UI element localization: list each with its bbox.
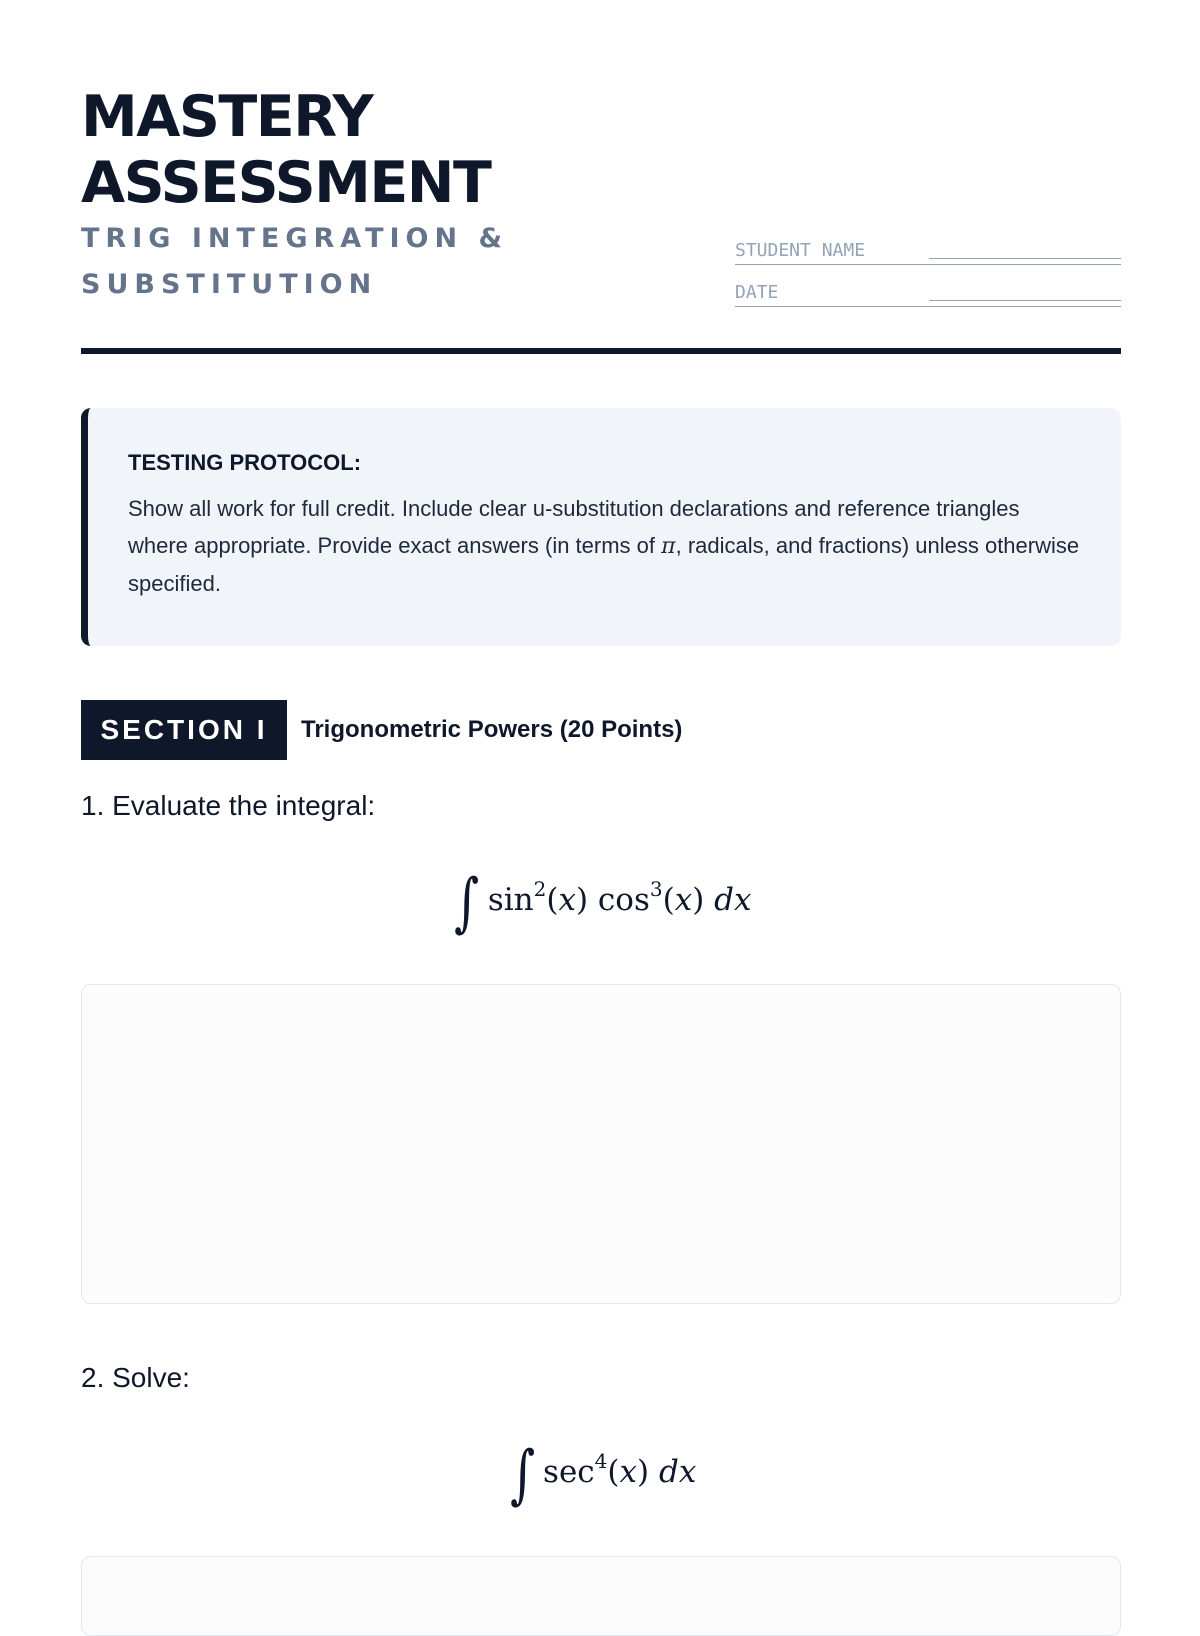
page-title [81,84,490,216]
function-sec: sec [543,1454,595,1490]
protocol-text-end: , radicals, and fractions) unless otherwise specified. [128,533,1080,596]
student-name-label: STUDENT NAME [735,240,866,261]
paren-open: ( [607,1454,620,1490]
section-title: Trigonometric Powers (20 Points) [301,716,683,743]
question-1-work-area[interactable] [81,984,1121,1304]
page-subtitle [81,216,508,308]
question-1-prompt: 1. Evaluate the integral: [81,790,376,821]
question-2-integral [81,1438,1121,1512]
subtitle-line-2: SUBSTITUTION [81,269,378,300]
student-name-blank[interactable] [929,258,1121,259]
title-line-2: ASSESSMENT [81,150,491,216]
variable-x: x [619,1454,637,1490]
protocol-text-start: Show all work for full credit. Include clear u-substitution declarations and reference triangles where appropriate. Provide exact answers (in terms of [128,496,1020,558]
variable-x: x [674,882,693,918]
differential-d: d [714,882,735,918]
paren-close: ) [575,882,589,918]
integral-sign: ∫ [509,1438,535,1512]
question-2-work-area[interactable] [81,1556,1121,1636]
exponent: 4 [594,1449,608,1473]
pi-symbol: π [661,534,676,559]
variable-x: x [678,1454,697,1490]
header-divider [81,348,1121,354]
exponent: 2 [533,877,547,901]
integral-sign: ∫ [454,866,480,940]
section-badge: SECTION I [81,700,287,760]
variable-x: x [734,882,752,918]
variable-x: x [558,882,576,918]
protocol-body [128,490,1081,602]
function-sin: sin [487,882,534,918]
question-2-prompt: 2. Solve: [81,1362,190,1393]
paren-close: ) [692,882,705,918]
date-field[interactable] [735,276,1121,307]
protocol-title: TESTING PROTOCOL: [128,450,362,475]
date-label: DATE [735,282,779,303]
student-name-field[interactable] [735,234,1121,265]
question-1-integral [81,866,1121,940]
differential-d: d [658,1454,679,1490]
paren-close: ) [636,1454,650,1490]
paren-open: ( [662,882,675,918]
function-cos: cos [597,882,650,918]
testing-protocol-box [81,408,1121,646]
paren-open: ( [546,882,559,918]
title-line-1: MASTERY [81,84,373,150]
exponent: 3 [649,877,663,901]
subtitle-line-1: TRIG INTEGRATION & [81,223,509,254]
date-blank[interactable] [929,300,1121,301]
